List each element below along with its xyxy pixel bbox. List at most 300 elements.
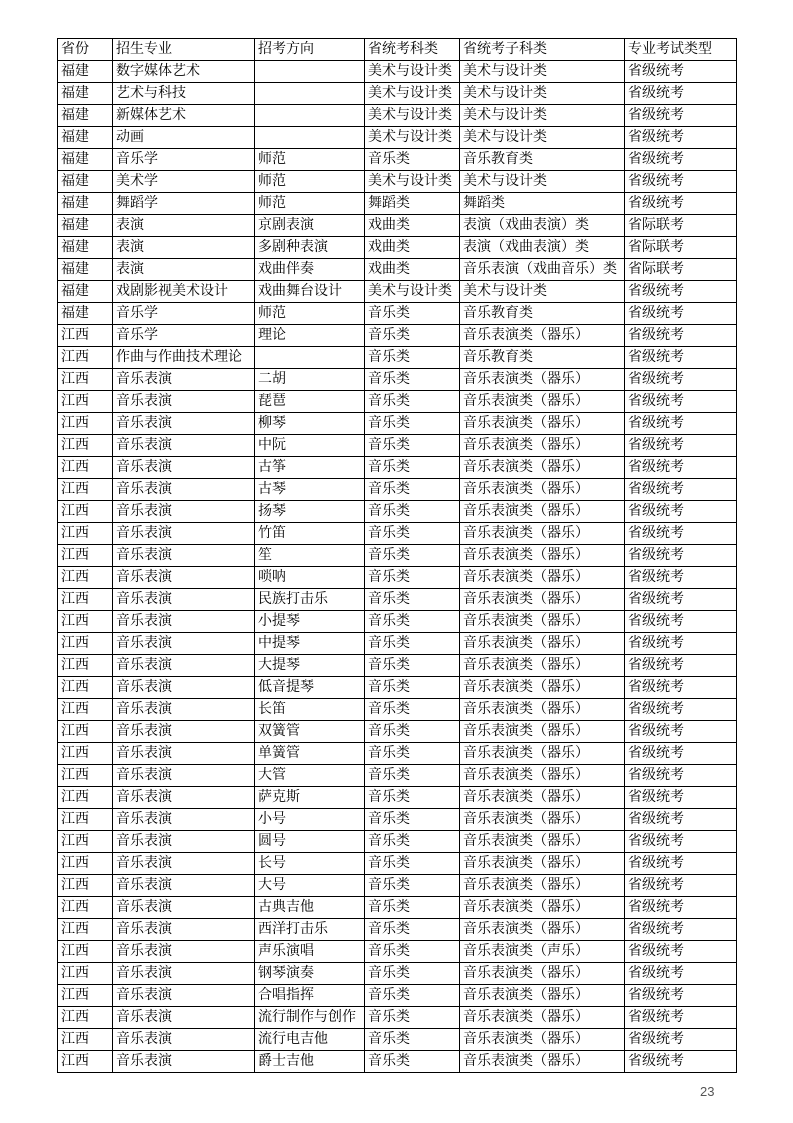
cell-exam-subcategory: 音乐表演类（器乐） — [460, 1007, 625, 1029]
cell-direction: 师范 — [255, 171, 365, 193]
cell-exam-type: 省级统考 — [625, 985, 737, 1007]
cell-exam-subcategory: 音乐表演类（器乐） — [460, 633, 625, 655]
cell-direction: 流行制作与创作 — [255, 1007, 365, 1029]
table-row — [58, 237, 737, 259]
cell-major: 音乐表演 — [113, 1007, 255, 1029]
cell-direction: 古典吉他 — [255, 897, 365, 919]
cell-exam-type: 省级统考 — [625, 655, 737, 677]
cell-exam-type: 省级统考 — [625, 941, 737, 963]
table-row — [58, 567, 737, 589]
table-row — [58, 941, 737, 963]
table-row — [58, 919, 737, 941]
cell-exam-category: 音乐类 — [365, 985, 460, 1007]
cell-exam-category: 音乐类 — [365, 963, 460, 985]
cell-major: 音乐学 — [113, 303, 255, 325]
table-row — [58, 457, 737, 479]
cell-major: 音乐表演 — [113, 655, 255, 677]
table-row — [58, 633, 737, 655]
cell-exam-subcategory: 音乐表演类（器乐） — [460, 589, 625, 611]
cell-exam-type: 省级统考 — [625, 875, 737, 897]
cell-exam-subcategory: 音乐表演类（器乐） — [460, 963, 625, 985]
cell-exam-category: 音乐类 — [365, 589, 460, 611]
cell-exam-type: 省级统考 — [625, 589, 737, 611]
cell-exam-type: 省级统考 — [625, 699, 737, 721]
cell-exam-category: 音乐类 — [365, 149, 460, 171]
cell-exam-subcategory: 音乐表演（戏曲音乐）类 — [460, 259, 625, 281]
cell-direction: 民族打击乐 — [255, 589, 365, 611]
cell-major: 音乐表演 — [113, 985, 255, 1007]
cell-direction: 中提琴 — [255, 633, 365, 655]
cell-major: 音乐表演 — [113, 479, 255, 501]
cell-exam-type: 省级统考 — [625, 1051, 737, 1073]
cell-exam-category: 音乐类 — [365, 831, 460, 853]
cell-exam-subcategory: 美术与设计类 — [460, 171, 625, 193]
cell-major: 音乐表演 — [113, 589, 255, 611]
cell-exam-subcategory: 音乐表演类（器乐） — [460, 655, 625, 677]
cell-direction: 扬琴 — [255, 501, 365, 523]
cell-exam-type: 省级统考 — [625, 831, 737, 853]
cell-direction: 低音提琴 — [255, 677, 365, 699]
cell-province: 福建 — [58, 171, 113, 193]
cell-province: 福建 — [58, 83, 113, 105]
cell-exam-subcategory: 音乐表演类（器乐） — [460, 985, 625, 1007]
cell-major: 音乐表演 — [113, 523, 255, 545]
cell-exam-type: 省级统考 — [625, 347, 737, 369]
cell-major: 舞蹈学 — [113, 193, 255, 215]
cell-direction: 钢琴演奏 — [255, 963, 365, 985]
table-row — [58, 1029, 737, 1051]
table-row — [58, 369, 737, 391]
cell-exam-type: 省级统考 — [625, 149, 737, 171]
cell-exam-category: 美术与设计类 — [365, 105, 460, 127]
cell-province: 江西 — [58, 1029, 113, 1051]
cell-direction: 师范 — [255, 193, 365, 215]
cell-exam-type: 省级统考 — [625, 1007, 737, 1029]
cell-exam-type: 省级统考 — [625, 105, 737, 127]
cell-exam-category: 音乐类 — [365, 721, 460, 743]
cell-exam-category: 音乐类 — [365, 699, 460, 721]
table-row — [58, 721, 737, 743]
cell-province: 福建 — [58, 149, 113, 171]
cell-province: 江西 — [58, 457, 113, 479]
cell-exam-type: 省级统考 — [625, 435, 737, 457]
cell-exam-category: 音乐类 — [365, 853, 460, 875]
cell-exam-category: 美术与设计类 — [365, 281, 460, 303]
cell-exam-type: 省际联考 — [625, 259, 737, 281]
cell-exam-type: 省际联考 — [625, 215, 737, 237]
cell-direction: 戏曲舞台设计 — [255, 281, 365, 303]
cell-exam-type: 省级统考 — [625, 61, 737, 83]
table-row — [58, 61, 737, 83]
cell-exam-category: 音乐类 — [365, 809, 460, 831]
cell-exam-type: 省级统考 — [625, 1029, 737, 1051]
cell-direction: 多剧种表演 — [255, 237, 365, 259]
cell-exam-type: 省级统考 — [625, 611, 737, 633]
header-row — [58, 39, 737, 61]
cell-exam-subcategory: 音乐表演类（器乐） — [460, 699, 625, 721]
cell-province: 江西 — [58, 501, 113, 523]
cell-direction: 大提琴 — [255, 655, 365, 677]
cell-province: 福建 — [58, 105, 113, 127]
cell-exam-type: 省级统考 — [625, 127, 737, 149]
table-row — [58, 171, 737, 193]
cell-exam-category: 音乐类 — [365, 413, 460, 435]
cell-major: 音乐表演 — [113, 875, 255, 897]
cell-exam-category: 舞蹈类 — [365, 193, 460, 215]
cell-province: 江西 — [58, 919, 113, 941]
page-number: 23 — [700, 1084, 715, 1099]
cell-direction: 竹笛 — [255, 523, 365, 545]
cell-major: 音乐表演 — [113, 435, 255, 457]
table-row — [58, 435, 737, 457]
cell-exam-type: 省级统考 — [625, 369, 737, 391]
cell-province: 江西 — [58, 545, 113, 567]
cell-province: 江西 — [58, 567, 113, 589]
cell-exam-subcategory: 美术与设计类 — [460, 281, 625, 303]
table-row — [58, 193, 737, 215]
cell-direction: 小提琴 — [255, 611, 365, 633]
cell-exam-type: 省级统考 — [625, 303, 737, 325]
cell-exam-subcategory: 美术与设计类 — [460, 105, 625, 127]
cell-exam-category: 音乐类 — [365, 941, 460, 963]
cell-major: 音乐表演 — [113, 677, 255, 699]
cell-exam-category: 音乐类 — [365, 655, 460, 677]
cell-major: 音乐表演 — [113, 919, 255, 941]
cell-province: 江西 — [58, 985, 113, 1007]
cell-exam-type: 省级统考 — [625, 633, 737, 655]
cell-exam-category: 音乐类 — [365, 325, 460, 347]
cell-major: 音乐表演 — [113, 831, 255, 853]
cell-exam-subcategory: 音乐表演类（器乐） — [460, 435, 625, 457]
table-row — [58, 259, 737, 281]
cell-exam-subcategory: 音乐表演类（器乐） — [460, 919, 625, 941]
cell-direction: 合唱指挥 — [255, 985, 365, 1007]
table-row — [58, 831, 737, 853]
column-header-direction: 招考方向 — [255, 39, 365, 61]
cell-exam-category: 音乐类 — [365, 369, 460, 391]
cell-exam-category: 戏曲类 — [365, 259, 460, 281]
cell-direction: 唢呐 — [255, 567, 365, 589]
cell-exam-category: 音乐类 — [365, 391, 460, 413]
cell-exam-subcategory: 音乐表演类（器乐） — [460, 897, 625, 919]
cell-direction: 流行电吉他 — [255, 1029, 365, 1051]
cell-exam-category: 音乐类 — [365, 633, 460, 655]
table-row — [58, 699, 737, 721]
cell-exam-category: 音乐类 — [365, 567, 460, 589]
cell-direction: 戏曲伴奏 — [255, 259, 365, 281]
cell-exam-subcategory: 音乐表演类（器乐） — [460, 523, 625, 545]
cell-exam-category: 音乐类 — [365, 303, 460, 325]
cell-exam-category: 音乐类 — [365, 457, 460, 479]
cell-exam-subcategory: 表演（戏曲表演）类 — [460, 215, 625, 237]
cell-direction: 京剧表演 — [255, 215, 365, 237]
cell-exam-type: 省级统考 — [625, 193, 737, 215]
cell-exam-subcategory: 音乐表演类（器乐） — [460, 743, 625, 765]
table-row — [58, 127, 737, 149]
table-row — [58, 897, 737, 919]
cell-exam-category: 音乐类 — [365, 435, 460, 457]
cell-exam-type: 省级统考 — [625, 281, 737, 303]
cell-province: 福建 — [58, 127, 113, 149]
cell-direction: 单簧管 — [255, 743, 365, 765]
cell-major: 表演 — [113, 237, 255, 259]
cell-exam-type: 省级统考 — [625, 523, 737, 545]
table-row — [58, 985, 737, 1007]
cell-direction: 大管 — [255, 765, 365, 787]
table-row — [58, 809, 737, 831]
table-row — [58, 1051, 737, 1073]
cell-province: 江西 — [58, 941, 113, 963]
table-row — [58, 1007, 737, 1029]
table-row — [58, 325, 737, 347]
cell-major: 新媒体艺术 — [113, 105, 255, 127]
cell-exam-type: 省级统考 — [625, 567, 737, 589]
cell-exam-subcategory: 音乐表演类（器乐） — [460, 457, 625, 479]
cell-direction: 爵士吉他 — [255, 1051, 365, 1073]
cell-exam-subcategory: 音乐表演类（器乐） — [460, 325, 625, 347]
cell-major: 音乐表演 — [113, 1029, 255, 1051]
cell-exam-type: 省级统考 — [625, 325, 737, 347]
cell-major: 音乐表演 — [113, 567, 255, 589]
cell-province: 江西 — [58, 897, 113, 919]
cell-major: 数字媒体艺术 — [113, 61, 255, 83]
cell-major: 音乐表演 — [113, 457, 255, 479]
cell-exam-subcategory: 音乐表演类（器乐） — [460, 611, 625, 633]
cell-direction: 双簧管 — [255, 721, 365, 743]
cell-exam-subcategory: 音乐表演类（声乐） — [460, 941, 625, 963]
cell-exam-type: 省级统考 — [625, 83, 737, 105]
cell-major: 音乐表演 — [113, 391, 255, 413]
cell-major: 戏剧影视美术设计 — [113, 281, 255, 303]
cell-exam-type: 省级统考 — [625, 413, 737, 435]
cell-direction: 师范 — [255, 303, 365, 325]
cell-exam-category: 音乐类 — [365, 1029, 460, 1051]
table-row — [58, 545, 737, 567]
cell-exam-subcategory: 音乐表演类（器乐） — [460, 721, 625, 743]
cell-direction — [255, 127, 365, 149]
table-row — [58, 149, 737, 171]
cell-exam-subcategory: 音乐教育类 — [460, 149, 625, 171]
column-header-exam-category: 省统考科类 — [365, 39, 460, 61]
admissions-table — [57, 38, 737, 1073]
cell-exam-subcategory: 音乐教育类 — [460, 347, 625, 369]
cell-major: 艺术与科技 — [113, 83, 255, 105]
cell-major: 音乐表演 — [113, 721, 255, 743]
cell-direction — [255, 105, 365, 127]
table-row — [58, 589, 737, 611]
cell-province: 福建 — [58, 303, 113, 325]
cell-exam-category: 音乐类 — [365, 523, 460, 545]
column-header-province: 省份 — [58, 39, 113, 61]
cell-exam-category: 美术与设计类 — [365, 83, 460, 105]
cell-exam-subcategory: 音乐表演类（器乐） — [460, 545, 625, 567]
table-row — [58, 105, 737, 127]
cell-province: 江西 — [58, 325, 113, 347]
table-row — [58, 787, 737, 809]
cell-province: 江西 — [58, 765, 113, 787]
cell-exam-category: 美术与设计类 — [365, 127, 460, 149]
cell-exam-category: 戏曲类 — [365, 237, 460, 259]
cell-direction: 古琴 — [255, 479, 365, 501]
cell-exam-subcategory: 音乐表演类（器乐） — [460, 413, 625, 435]
cell-province: 江西 — [58, 369, 113, 391]
cell-exam-type: 省级统考 — [625, 457, 737, 479]
cell-major: 音乐表演 — [113, 413, 255, 435]
cell-direction — [255, 61, 365, 83]
cell-direction: 古筝 — [255, 457, 365, 479]
table-row — [58, 215, 737, 237]
cell-major: 美术学 — [113, 171, 255, 193]
cell-exam-category: 音乐类 — [365, 765, 460, 787]
cell-exam-category: 美术与设计类 — [365, 171, 460, 193]
cell-exam-subcategory: 音乐表演类（器乐） — [460, 831, 625, 853]
cell-exam-type: 省级统考 — [625, 479, 737, 501]
cell-exam-category: 音乐类 — [365, 919, 460, 941]
cell-province: 江西 — [58, 963, 113, 985]
cell-province: 江西 — [58, 721, 113, 743]
cell-exam-type: 省级统考 — [625, 391, 737, 413]
column-header-exam-type: 专业考试类型 — [625, 39, 737, 61]
cell-province: 江西 — [58, 875, 113, 897]
cell-major: 音乐表演 — [113, 963, 255, 985]
cell-direction: 中阮 — [255, 435, 365, 457]
cell-province: 江西 — [58, 655, 113, 677]
table-row — [58, 523, 737, 545]
cell-major: 音乐表演 — [113, 743, 255, 765]
cell-exam-category: 音乐类 — [365, 897, 460, 919]
cell-province: 江西 — [58, 677, 113, 699]
table-row — [58, 83, 737, 105]
cell-direction — [255, 347, 365, 369]
cell-exam-subcategory: 音乐表演类（器乐） — [460, 787, 625, 809]
cell-major: 音乐表演 — [113, 633, 255, 655]
cell-direction: 笙 — [255, 545, 365, 567]
cell-province: 江西 — [58, 611, 113, 633]
cell-province: 江西 — [58, 413, 113, 435]
cell-exam-category: 音乐类 — [365, 743, 460, 765]
cell-exam-subcategory: 音乐表演类（器乐） — [460, 567, 625, 589]
cell-exam-type: 省级统考 — [625, 171, 737, 193]
cell-exam-subcategory: 音乐表演类（器乐） — [460, 479, 625, 501]
table-row — [58, 765, 737, 787]
cell-province: 福建 — [58, 215, 113, 237]
cell-major: 音乐表演 — [113, 787, 255, 809]
cell-direction: 小号 — [255, 809, 365, 831]
cell-exam-subcategory: 音乐表演类（器乐） — [460, 501, 625, 523]
cell-exam-type: 省级统考 — [625, 545, 737, 567]
cell-exam-subcategory: 音乐表演类（器乐） — [460, 369, 625, 391]
cell-exam-subcategory: 音乐表演类（器乐） — [460, 391, 625, 413]
cell-exam-type: 省级统考 — [625, 765, 737, 787]
table-row — [58, 281, 737, 303]
table-row — [58, 963, 737, 985]
table-row — [58, 611, 737, 633]
table-row — [58, 875, 737, 897]
cell-province: 福建 — [58, 259, 113, 281]
table-row — [58, 743, 737, 765]
table-row — [58, 853, 737, 875]
cell-exam-type: 省级统考 — [625, 677, 737, 699]
cell-exam-subcategory: 音乐表演类（器乐） — [460, 677, 625, 699]
cell-exam-type: 省级统考 — [625, 919, 737, 941]
cell-direction — [255, 83, 365, 105]
cell-major: 音乐表演 — [113, 1051, 255, 1073]
table-body — [58, 61, 737, 1073]
cell-major: 表演 — [113, 215, 255, 237]
cell-exam-subcategory: 美术与设计类 — [460, 61, 625, 83]
cell-major: 音乐表演 — [113, 897, 255, 919]
cell-exam-type: 省级统考 — [625, 721, 737, 743]
cell-exam-subcategory: 美术与设计类 — [460, 127, 625, 149]
cell-province: 福建 — [58, 193, 113, 215]
cell-province: 江西 — [58, 699, 113, 721]
cell-major: 作曲与作曲技术理论 — [113, 347, 255, 369]
cell-direction: 萨克斯 — [255, 787, 365, 809]
cell-exam-category: 音乐类 — [365, 501, 460, 523]
cell-province: 江西 — [58, 435, 113, 457]
cell-province: 江西 — [58, 787, 113, 809]
cell-exam-subcategory: 表演（戏曲表演）类 — [460, 237, 625, 259]
cell-province: 江西 — [58, 809, 113, 831]
cell-direction: 声乐演唱 — [255, 941, 365, 963]
cell-province: 江西 — [58, 853, 113, 875]
cell-exam-category: 音乐类 — [365, 1051, 460, 1073]
cell-major: 音乐学 — [113, 149, 255, 171]
cell-province: 福建 — [58, 237, 113, 259]
column-header-exam-subcategory: 省统考子科类 — [460, 39, 625, 61]
cell-province: 福建 — [58, 281, 113, 303]
cell-major: 音乐表演 — [113, 699, 255, 721]
cell-direction: 柳琴 — [255, 413, 365, 435]
table-row — [58, 501, 737, 523]
cell-exam-category: 戏曲类 — [365, 215, 460, 237]
cell-exam-category: 音乐类 — [365, 479, 460, 501]
cell-direction: 二胡 — [255, 369, 365, 391]
table-row — [58, 303, 737, 325]
cell-exam-subcategory: 音乐表演类（器乐） — [460, 875, 625, 897]
cell-exam-type: 省际联考 — [625, 237, 737, 259]
cell-exam-type: 省级统考 — [625, 963, 737, 985]
cell-exam-category: 音乐类 — [365, 787, 460, 809]
cell-province: 江西 — [58, 589, 113, 611]
cell-major: 音乐表演 — [113, 501, 255, 523]
cell-exam-subcategory: 音乐教育类 — [460, 303, 625, 325]
cell-exam-type: 省级统考 — [625, 501, 737, 523]
cell-exam-type: 省级统考 — [625, 853, 737, 875]
cell-province: 江西 — [58, 479, 113, 501]
cell-exam-category: 音乐类 — [365, 677, 460, 699]
cell-major: 音乐表演 — [113, 611, 255, 633]
table-row — [58, 655, 737, 677]
cell-exam-category: 音乐类 — [365, 1007, 460, 1029]
cell-province: 福建 — [58, 61, 113, 83]
table-row — [58, 413, 737, 435]
cell-direction: 长号 — [255, 853, 365, 875]
cell-major: 音乐表演 — [113, 853, 255, 875]
cell-exam-subcategory: 音乐表演类（器乐） — [460, 809, 625, 831]
cell-exam-category: 美术与设计类 — [365, 61, 460, 83]
cell-exam-category: 音乐类 — [365, 611, 460, 633]
cell-major: 音乐学 — [113, 325, 255, 347]
cell-exam-subcategory: 音乐表演类（器乐） — [460, 853, 625, 875]
cell-exam-type: 省级统考 — [625, 897, 737, 919]
cell-province: 江西 — [58, 831, 113, 853]
cell-exam-subcategory: 音乐表演类（器乐） — [460, 1051, 625, 1073]
cell-exam-subcategory: 舞蹈类 — [460, 193, 625, 215]
cell-exam-type: 省级统考 — [625, 743, 737, 765]
cell-province: 江西 — [58, 391, 113, 413]
cell-exam-category: 音乐类 — [365, 347, 460, 369]
